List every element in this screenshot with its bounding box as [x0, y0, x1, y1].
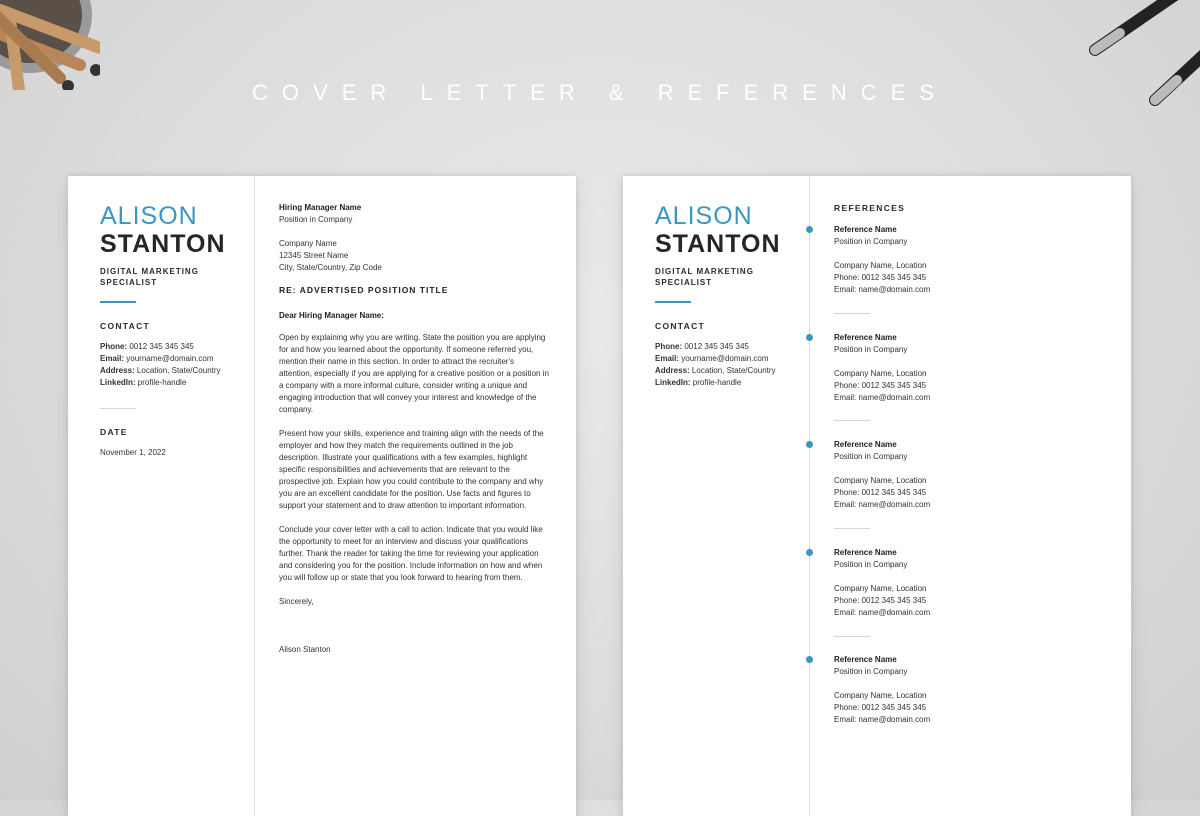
pencil-cup-icon — [0, 0, 100, 90]
reference-email: Email: name@domain.com — [834, 393, 931, 402]
reference-company: Company Name, Location — [834, 369, 927, 378]
reference-position: Position in Company — [834, 667, 908, 676]
recipient-position: Position in Company — [279, 215, 353, 224]
reference-name: Reference Name — [834, 440, 897, 449]
references-page — [623, 176, 1131, 816]
letter-date: November 1, 2022 — [100, 448, 166, 457]
reference-email: Email: name@domain.com — [834, 608, 931, 617]
company-name: Company Name — [279, 239, 337, 248]
phone-value: 0012 345 345 345 — [684, 342, 749, 351]
salutation: Dear Hiring Manager Name: — [279, 311, 384, 320]
phone-value: 0012 345 345 345 — [129, 342, 194, 351]
closing: Sincerely, — [279, 597, 314, 606]
reference-phone: Phone: 0012 345 345 345 — [834, 703, 927, 712]
reference-position: Position in Company — [834, 345, 908, 354]
last-name: STANTON — [100, 230, 226, 258]
reference-phone: Phone: 0012 345 345 345 — [834, 381, 927, 390]
letter-body — [279, 202, 549, 656]
timeline-dot — [806, 334, 813, 341]
email-value: yourname@domain.com — [681, 354, 769, 363]
reference-item — [834, 224, 1094, 296]
reference-item — [834, 439, 1094, 511]
reference-item — [834, 332, 1094, 404]
address-value: Location, State/Country — [136, 366, 221, 375]
city-address: City, State/Country, Zip Code — [279, 263, 382, 272]
subject-line: RE: ADVERTISED POSITION TITLE — [279, 285, 449, 295]
timeline-dot — [806, 656, 813, 663]
column-divider — [254, 176, 255, 816]
reference-company: Company Name, Location — [834, 691, 927, 700]
cover-letter-page — [68, 176, 576, 816]
first-name: ALISON — [100, 202, 198, 230]
reference-position: Position in Company — [834, 452, 908, 461]
first-name: ALISON — [655, 202, 753, 230]
date-heading: DATE — [100, 427, 128, 437]
reference-separator — [834, 313, 870, 314]
reference-separator — [834, 528, 870, 529]
reference-position: Position in Company — [834, 560, 908, 569]
job-title: DIGITAL MARKETING SPECIALIST — [100, 267, 199, 287]
reference-name: Reference Name — [834, 655, 897, 664]
reference-name: Reference Name — [834, 548, 897, 557]
reference-company: Company Name, Location — [834, 584, 927, 593]
address-label: Address: — [100, 366, 135, 375]
street-address: 12345 Street Name — [279, 251, 349, 260]
signature: Alison Stanton — [279, 645, 331, 654]
phone-label: Phone: — [100, 342, 128, 351]
banner-title: COVER LETTER & REFERENCES — [252, 80, 948, 105]
reference-separator — [834, 636, 870, 637]
linkedin-value: profile-handle — [692, 378, 742, 387]
reference-phone: Phone: 0012 345 345 345 — [834, 596, 927, 605]
linkedin-label: LinkedIn: — [655, 378, 691, 387]
accent-bar — [100, 301, 136, 303]
contact-heading: CONTACT — [100, 321, 151, 331]
section-separator — [100, 408, 136, 409]
address-value: Location, State/Country — [691, 366, 776, 375]
email-label: Email: — [655, 354, 680, 363]
reference-email: Email: name@domain.com — [834, 285, 931, 294]
reference-phone: Phone: 0012 345 345 345 — [834, 488, 927, 497]
contact-block — [100, 341, 221, 389]
letter-paragraph: Conclude your cover letter with a call to action. Indicate that you would like the opportunity to meet for an interview and discuss your qualifications further. Thank the reader for taking the time for reviewing your application and considering you for the position. Include information on how and when you will follow up or state that you look forward to hearing from them. — [279, 525, 543, 582]
linkedin-value: profile-handle — [137, 378, 187, 387]
reference-item — [834, 654, 1094, 726]
reference-separator — [834, 420, 870, 421]
reference-position: Position in Company — [834, 237, 908, 246]
contact-heading: CONTACT — [655, 321, 706, 331]
reference-company: Company Name, Location — [834, 261, 927, 270]
accent-bar — [655, 301, 691, 303]
contact-block — [655, 341, 776, 389]
reference-item — [834, 547, 1094, 619]
recipient-name: Hiring Manager Name — [279, 203, 362, 212]
letter-paragraph: Present how your skills, experience and training align with the needs of the employer and how they match the requirements outlined in the job description. Illustrate your qualifications with a few examples, highlight specific responsibilities and achievements that are relevant to the prospective job. Explain how you could contribute to the company and why you are an excellent candidate for the position. Use facts and figures to support your statement and to draw attention to important information. — [279, 429, 544, 510]
reference-email: Email: name@domain.com — [834, 715, 931, 724]
job-title: DIGITAL MARKETING SPECIALIST — [655, 267, 754, 287]
linkedin-label: LinkedIn: — [100, 378, 136, 387]
timeline-dot — [806, 549, 813, 556]
reference-phone: Phone: 0012 345 345 345 — [834, 273, 927, 282]
phone-label: Phone: — [655, 342, 683, 351]
letter-paragraph: Open by explaining why you are writing. State the position you are applying for and how you learned about the opportunity. If someone referred you, mention their name in this section. In order to attract the recruiter's attention, especially if you are applying for a creative position or a position in a company with a more informal culture, consider writing a unique and engaging introduction that will convey your interest and knowledge of the company. — [279, 333, 549, 414]
timeline-dot — [806, 441, 813, 448]
references-heading: REFERENCES — [834, 203, 906, 213]
reference-company: Company Name, Location — [834, 476, 927, 485]
column-divider — [809, 176, 810, 816]
address-label: Address: — [655, 366, 690, 375]
timeline-dot — [806, 226, 813, 233]
reference-name: Reference Name — [834, 333, 897, 342]
reference-name: Reference Name — [834, 225, 897, 234]
last-name: STANTON — [655, 230, 781, 258]
email-value: yourname@domain.com — [126, 354, 214, 363]
email-label: Email: — [100, 354, 125, 363]
reference-email: Email: name@domain.com — [834, 500, 931, 509]
